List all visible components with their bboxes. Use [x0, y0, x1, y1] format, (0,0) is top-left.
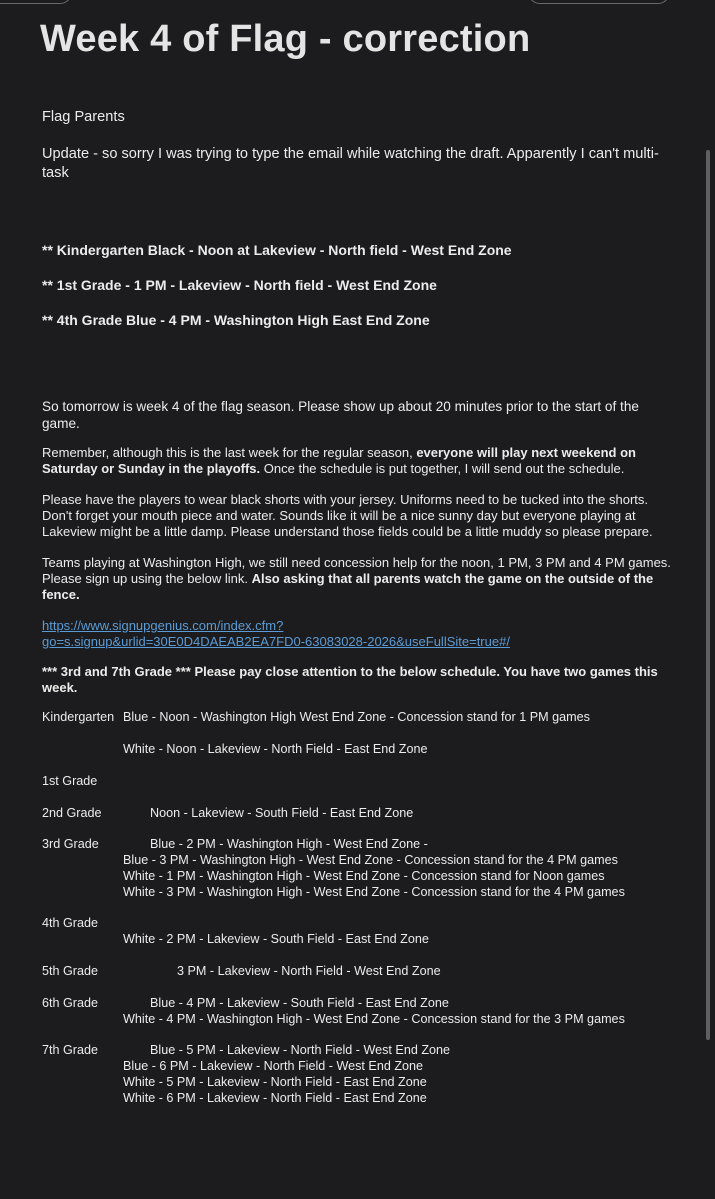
signup-link-line2[interactable]: go=s.signup&urlid=30E0D4DAEAB2EA7FD0-63083028-2026&useFullSite=true#/	[42, 634, 510, 649]
concession-text: Teams playing at Washington High, we still need concession help for the noon, 1 PM, 3 PM and 4 PM games. Please sign up using the below link.	[42, 555, 671, 586]
remember-text: Remember, although this is the last week for the regular season,	[42, 445, 417, 460]
remember-paragraph	[42, 445, 672, 477]
toolbar-button[interactable]	[528, 0, 670, 4]
highlight-line: ** 1st Grade - 1 PM - Lakeview - North field - West End Zone	[42, 277, 437, 293]
email-subject: Week 4 of Flag - correction	[40, 18, 531, 60]
schedule-line: Blue - 2 PM - Washington High - West End Zone -	[150, 837, 428, 851]
grade-label: 6th Grade	[42, 996, 99, 1010]
grade-label: Kindergarten	[42, 710, 115, 724]
schedule	[42, 710, 672, 1110]
grade-label: 4th Grade	[42, 916, 99, 930]
schedule-line: White - 1 PM - Washington High - West End Zone - Concession stand for Noon games	[123, 869, 605, 883]
grade-label: 1st Grade	[42, 774, 98, 788]
highlight-line: ** Kindergarten Black - Noon at Lakeview - North field - West End Zone	[42, 242, 512, 258]
schedule-line: White - 5 PM - Lakeview - North Field - East End Zone	[123, 1075, 427, 1089]
grade-label: 3rd Grade	[42, 837, 99, 851]
concession-paragraph	[42, 555, 672, 603]
greeting: Flag Parents	[42, 109, 125, 125]
update-paragraph: Update - so sorry I was trying to type the email while watching the draft. Apparently I can't multi-task	[42, 146, 659, 181]
scrollbar[interactable]	[706, 150, 710, 1040]
schedule-line: Blue - 3 PM - Washington High - West End Zone - Concession stand for the 4 PM games	[123, 853, 618, 867]
schedule-line: White - 2 PM - Lakeview - South Field - East End Zone	[123, 932, 429, 946]
schedule-line: White - 3 PM - Washington High - West End Zone - Concession stand for the 4 PM games	[123, 885, 625, 899]
schedule-line: White - Noon - Lakeview - North Field - East End Zone	[123, 742, 428, 756]
highlight-line: ** 4th Grade Blue - 4 PM - Washington High East End Zone	[42, 312, 430, 328]
concession-bold-text: Also asking that all parents watch the game on the outside of the fence.	[42, 571, 654, 602]
grade-label: 2nd Grade	[42, 806, 102, 820]
uniform-paragraph: Please have the players to wear black shorts with your jersey. Uniforms need to be tucked into the shorts. Don't forget your mouth piece and water. Sounds like it will be a nice sunny day but everyone playing at Lakeview might be a little damp. Please understand those fields could be a little muddy so please prepare.	[42, 492, 653, 539]
schedule-line: Noon - Lakeview - South Field - East End Zone	[150, 806, 414, 820]
notice-paragraph: *** 3rd and 7th Grade *** Please pay close attention to the below schedule. You have two games this week.	[42, 664, 658, 695]
intro-paragraph: So tomorrow is week 4 of the flag season. Please show up about 20 minutes prior to the start of the game.	[42, 399, 639, 431]
signup-link[interactable]	[42, 618, 672, 650]
schedule-line: 3 PM - Lakeview - North Field - West End Zone	[177, 964, 441, 978]
signup-link-line1[interactable]: https://www.signupgenius.com/index.cfm?	[42, 618, 284, 633]
grade-label: 7th Grade	[42, 1043, 99, 1057]
schedule-line: Blue - 6 PM - Lakeview - North Field - West End Zone	[123, 1059, 424, 1073]
remember-bold-text: everyone will play next weekend on Saturday or Sunday in the playoffs.	[42, 445, 636, 476]
schedule-line: Blue - 5 PM - Lakeview - North Field - West End Zone	[150, 1043, 451, 1057]
schedule-line: White - 6 PM - Lakeview - North Field - East End Zone	[123, 1091, 427, 1105]
schedule-line: White - 4 PM - Washington High - West End Zone - Concession stand for the 3 PM games	[123, 1012, 625, 1026]
email-body	[42, 108, 672, 1110]
back-button[interactable]	[0, 0, 72, 4]
schedule-line: Blue - Noon - Washington High West End Zone - Concession stand for 1 PM games	[123, 710, 590, 724]
remember-text-end: Once the schedule is put together, I will send out the schedule.	[260, 461, 625, 476]
grade-label: 5th Grade	[42, 964, 99, 978]
schedule-line: Blue - 4 PM - Lakeview - South Field - East End Zone	[150, 996, 449, 1010]
